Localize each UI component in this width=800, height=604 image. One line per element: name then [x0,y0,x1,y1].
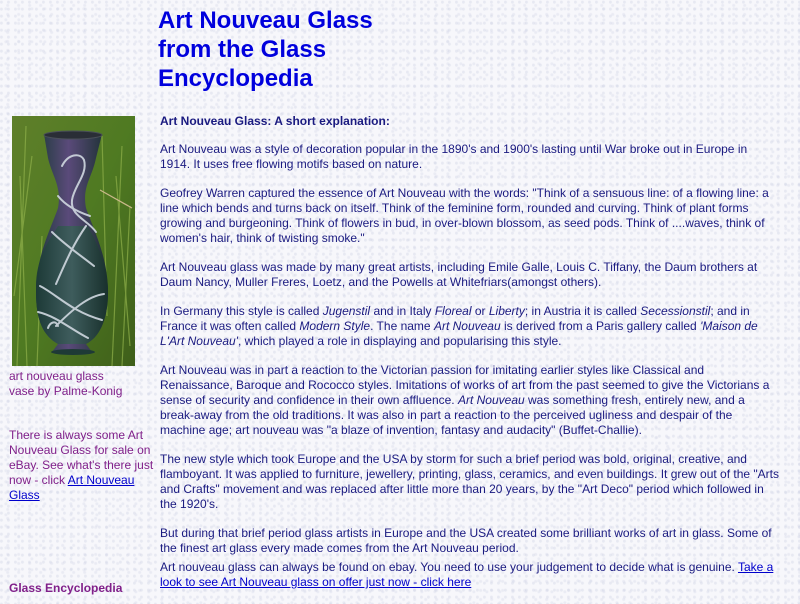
sidebar [0,0,154,600]
text: and in Italy [370,304,435,318]
title-line-2: from the Glass [158,36,327,63]
paragraph-ebay [160,560,780,590]
image-caption [9,369,154,399]
paragraph-warren-quote: Geofrey Warren captured the essence of Art Nouveau with the words: "Think of a sensuous line: of a flowing line: a line which bends and turns back on itself. Think of the feminine form, rounded and curving. Think of plant forms growing and burgeoning. Think of flowers in bud, in over-blown blossom, as seed pods. Think of ....waves, think of women's hair, think of twisting smoke." [160,186,769,245]
paragraph-intro: Art Nouveau was a style of decoration popular in the 1890's and 1900's lasting until War broke out in Europe in 1914. It uses free flowing motifs based on nature. [160,142,748,171]
text: or [471,304,489,318]
text: was something fresh, entirely new, and a break-away from the old traditions. It was also in part a reaction to the perceived ugliness and despair of the machine age; art nouveau was "a blaze of invention, fantasy and audacity" (Buffet-Challie). [160,393,745,437]
ebay-text: Art nouveau glass can always be found on ebay. You need to use your judgement to decide what is genuine. [160,560,738,574]
text: , which played a role in displaying and popularising this style. [237,334,562,348]
page-title [158,6,478,93]
ebay-promo-text: There is always some Art Nouveau Glass for sale on eBay. See what's there just now - click [9,428,154,487]
paragraph-victorian-reaction [160,363,780,438]
text: ; and in France it was often called [160,304,750,333]
text: . The name [370,319,434,333]
term-art-nouveau: Art Nouveau [457,393,525,407]
paragraph-artists: Art Nouveau glass was made by many great artists, including Emile Galle, Louis C. Tiffany, the Daum brothers at Daum Nancy, Muller Freres, Loetz, and the Powells at Whitefriars(amongst others). [160,260,758,289]
title-line-1: Art Nouveau Glass [158,7,373,34]
ebay-art-nouveau-link[interactable]: Art Nouveau Glass [9,473,135,502]
vase-photo [12,116,135,366]
section-heading: Art Nouveau Glass: A short explanation: [160,114,390,128]
footer-brand: Glass Encyclopedia [9,581,123,595]
term-liberty: Liberty [488,304,525,318]
term-art-nouveau: Art Nouveau [433,319,501,333]
term-maison: 'Maison de L'Art Nouveau' [160,319,758,348]
text: In Germany this style is called [160,304,323,318]
term-jugenstil: Jugenstil [322,304,371,318]
caption-line-2: vase by Palme-Konig [9,384,123,398]
text: is derived from a Paris gallery called [500,319,701,333]
text: Art Nouveau was in part a reaction to the Victorian passion for imitating earlier styles like Classical and Renaissance, Baroque and Rococco styles. Imitations of works of art from the past seemed to give the Victorians a sense of security and confidence in their own affluence. [160,363,770,407]
paragraph-brief-period: But during that brief period glass artists in Europe and the USA created some brilliant works of art in glass. Some of the finest art glass every made comes from the Art Nouveau period. [160,526,772,555]
term-floreal: Floreal [434,304,472,318]
term-modern-style: Modern Style [299,319,371,333]
main-content [160,114,780,604]
vase-photo-graphic [12,116,135,366]
ebay-promo [9,428,154,503]
title-line-3: Encyclopedia [158,65,313,92]
paragraph-names [160,304,780,349]
term-secessionstil: Secessionstil [640,304,711,318]
text: ; in Austria it is called [524,304,641,318]
paragraph-new-style: The new style which took Europe and the USA by storm for such a brief period was bold, original, creative, and flamboyant. It was applied to furniture, jewellery, printing, glass, ceramics, and even buildings. It grew out of the "Arts and Crafts" movement and was replaced after little more than 20 years, by the "Art Deco" period which followed in the 1920's. [160,452,780,511]
ebay-offer-link[interactable]: Take a look to see Art Nouveau glass on offer just now - click here [160,560,774,589]
caption-line-1: art nouveau glass [9,369,104,383]
